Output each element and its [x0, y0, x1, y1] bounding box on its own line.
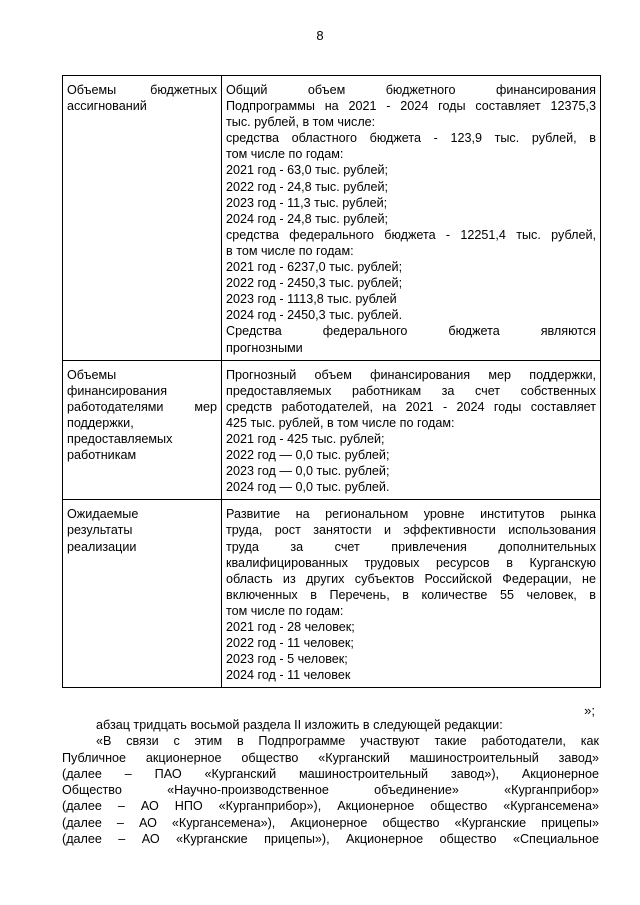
- row-content-line: включенных в Перечень, в количестве 55 человек, в: [226, 587, 596, 602]
- row-label-line: работникам: [67, 448, 137, 463]
- passport-table-row: [63, 76, 601, 361]
- row-content-line: 2024 год — 0,0 тыс. рублей.: [226, 480, 390, 495]
- row-content-line: труда, рост занятости и эффективности использования: [226, 523, 596, 538]
- row-label-line: Объемы бюджетных: [67, 83, 217, 97]
- row-content-line: Общий объем бюджетного финансирования: [226, 83, 596, 97]
- row-label-cell: [63, 360, 222, 500]
- closing-quote: »;: [584, 703, 595, 718]
- row-content-line: 2021 год - 6237,0 тыс. рублей;: [226, 260, 403, 275]
- row-label-line: реализации: [67, 539, 137, 554]
- row-content-line: 2021 год - 28 человек;: [226, 620, 355, 634]
- row-content-line: средства областного бюджета - 123,9 тыс. рублей, в: [226, 131, 596, 146]
- row-label-line: Ожидаемые: [67, 507, 139, 522]
- row-content-line: 2022 год - 2450,3 тыс. рублей;: [226, 276, 403, 291]
- row-content-line: 425 тыс. рублей, в том числе по годам:: [226, 415, 455, 430]
- amendment-line: (далее – АО «Кургансемена»), Акционерное общество «Курганские прицепы»: [62, 815, 599, 830]
- amendment-line: (далее – АО НПО «Курганприбор»), Акционерное общество «Кургансемена»: [62, 799, 599, 814]
- row-content-line: квалифицированных трудовых ресурсов в Курганскую: [226, 555, 596, 570]
- passport-table-row: [63, 360, 601, 500]
- row-content-line: 2024 год - 2450,3 тыс. рублей.: [226, 308, 403, 323]
- row-content-line: 2022 год - 24,8 тыс. рублей;: [226, 179, 389, 194]
- row-content-line: 2022 год — 0,0 тыс. рублей;: [226, 448, 390, 463]
- row-content-line: предоставляемых работникам за счет собственных: [226, 383, 596, 398]
- amendment-line: (далее – АО «Курганские прицепы»), Акционерное общество «Специальное: [62, 832, 599, 847]
- row-content-line: Прогнозный объем финансирования мер поддержки,: [226, 367, 596, 382]
- row-label-cell: [63, 500, 222, 688]
- row-content-line: том числе по годам:: [226, 603, 344, 618]
- row-label-line: результаты: [67, 523, 133, 538]
- amendment-text: [62, 717, 599, 847]
- row-content-line: 2023 год - 11,3 тыс. рублей;: [226, 195, 388, 210]
- row-content-line: 2024 год - 24,8 тыс. рублей;: [226, 211, 389, 226]
- row-content-line: 2024 год - 11 человек: [226, 668, 351, 683]
- row-content-line: Средства федерального бюджета являются: [226, 324, 596, 339]
- amendment-line: (далее – ПАО «Курганский машиностроительный завод»), Акционерное: [62, 766, 599, 781]
- amendment-line: Общество «Научно-производственное объединение» «Курганприбор»: [62, 783, 599, 798]
- row-content-line: средств работодателей, на 2021 - 2024 годы составляет: [226, 399, 596, 414]
- row-content-line: 2023 год - 1113,8 тыс. рублей: [226, 292, 397, 307]
- amendment-intro-paragraph: абзац тридцать восьмой раздела II изложить в следующей редакции:: [96, 718, 503, 732]
- amendment-quoted-paragraph: [62, 733, 599, 847]
- row-content-line: тыс. рублей, в том числе:: [226, 115, 376, 130]
- row-content-cell: [222, 500, 601, 688]
- row-content-line: труда за счет привлечения дополнительных: [226, 539, 596, 554]
- row-content-line: Развитие на региональном уровне институтов рынка: [226, 507, 596, 522]
- row-content-line: средства федерального бюджета - 12251,4 тыс. рублей,: [226, 227, 596, 242]
- row-content-cell: [222, 360, 601, 500]
- row-label-line: работодателями мер: [67, 399, 217, 414]
- row-content-line: 2022 год - 11 человек;: [226, 636, 354, 651]
- amendment-line: Публичное акционерное общество «Курганский машиностроительный завод»: [62, 750, 599, 765]
- row-label-line: поддержки,: [67, 415, 134, 430]
- row-content-cell: [222, 76, 601, 361]
- row-content-line: область из других субъектов Российской Федерации, не: [226, 571, 596, 586]
- passport-table-row: [63, 500, 601, 688]
- row-label-line: Объемы: [67, 367, 117, 382]
- row-content-line: Подпрограммы на 2021 - 2024 годы составляет 12375,3: [226, 99, 596, 114]
- row-content-line: 2023 год - 5 человек;: [226, 652, 348, 667]
- row-content-line: в том числе по годам:: [226, 243, 354, 258]
- row-content-line: 2023 год — 0,0 тыс. рублей;: [226, 464, 390, 479]
- row-label-cell: [63, 76, 222, 361]
- amendment-line: «В связи с этим в Подпрограмме участвуют такие работодатели, как: [96, 734, 599, 749]
- passport-table: [62, 75, 601, 688]
- row-label-line: ассигнований: [67, 99, 147, 114]
- row-content-line: том числе по годам:: [226, 147, 344, 162]
- row-content-line: прогнозными: [226, 340, 303, 355]
- page-number: 8: [316, 28, 324, 43]
- row-label-line: предоставляемых: [67, 431, 173, 446]
- row-content-line: 2021 год - 425 тыс. рублей;: [226, 431, 385, 446]
- row-content-line: 2021 год - 63,0 тыс. рублей;: [226, 163, 389, 178]
- row-label-line: финансирования: [67, 383, 168, 398]
